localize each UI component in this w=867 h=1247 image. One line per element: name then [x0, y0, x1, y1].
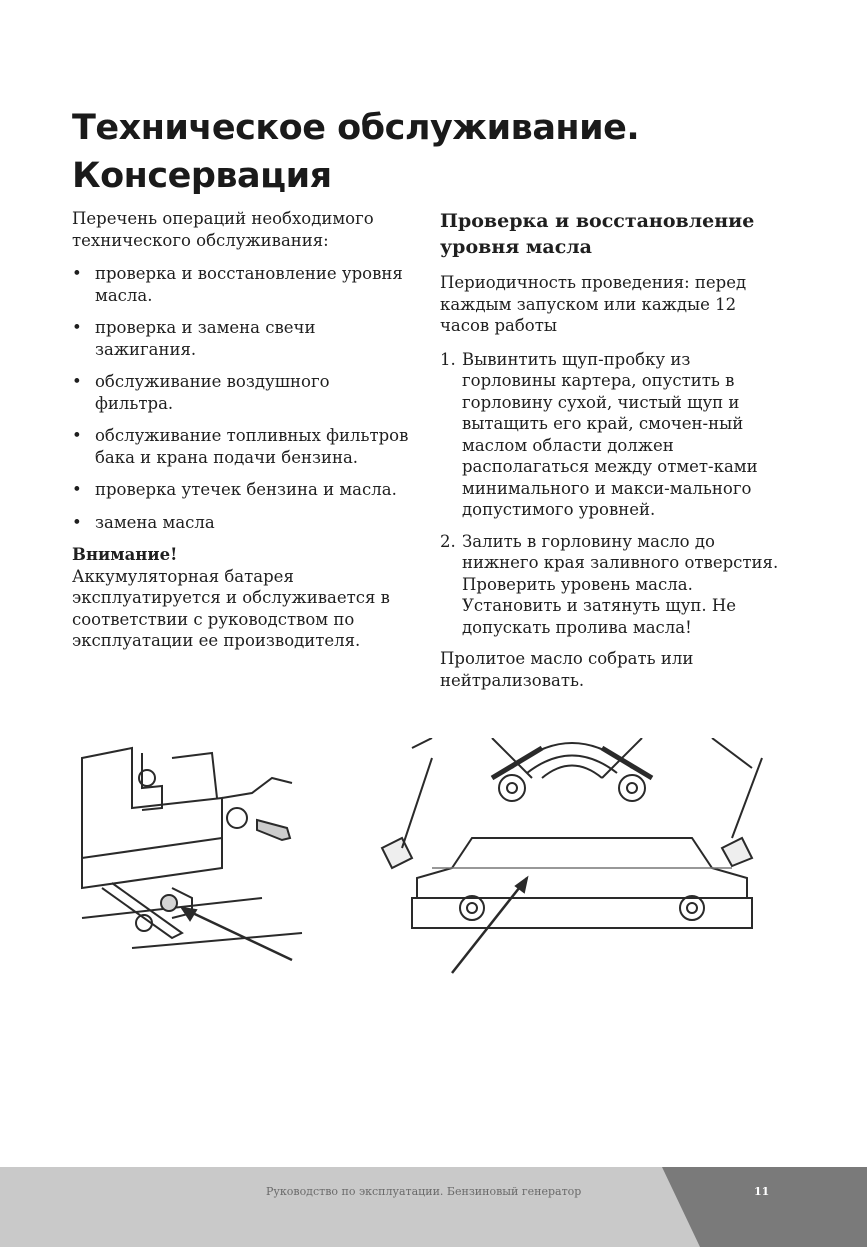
engine-drawing — [72, 738, 764, 1002]
list-item: • проверка и замена свечи зажигания. — [72, 318, 316, 359]
page-footer — [0, 1167, 867, 1247]
intro-text: Перечень операций необходимого технического обслуживания: — [72, 209, 374, 250]
operations-list — [72, 263, 412, 533]
bullet-icon: • — [72, 512, 82, 532]
list-item: • проверка утечек бензина и масла. — [72, 480, 397, 499]
steps-list — [440, 349, 780, 639]
bullet-icon: • — [72, 318, 82, 337]
warning-title: Внимание! — [72, 545, 178, 564]
page-number: 11 — [754, 1185, 770, 1198]
step-item — [440, 349, 780, 521]
warning-text: Аккумуляторная батарея эксплуатируется и обслуживается в соответствии с руководством по эксплуатации ее производителя. — [72, 566, 390, 650]
right-column — [440, 208, 780, 691]
step-text: Залить в горловину масло до нижнего края заливного отверстия. Проверить уровень масла. Установить и затянуть щуп. Не допускать пролива масла! — [462, 531, 779, 637]
closing-text: Пролитое масло собрать или нейтрализовать. — [440, 649, 694, 690]
page-title-line1: Техническое обслуживание. — [72, 108, 640, 148]
bullet-icon: • — [72, 372, 82, 391]
list-item: • проверка и восстановление уровня масла. — [72, 264, 403, 305]
footer-title: Руководство по эксплуатации. Бензиновый генератор — [266, 1185, 582, 1198]
left-column — [72, 208, 412, 652]
step-number: 2. — [440, 531, 456, 551]
list-item: • замена масла — [72, 512, 215, 532]
list-item: • обслуживание воздушного фильтра. — [72, 372, 330, 413]
bullet-icon: • — [72, 264, 82, 283]
bullet-icon: • — [72, 480, 82, 499]
step-number: 1. — [440, 349, 456, 369]
bullet-icon: • — [72, 426, 82, 445]
section-heading: Проверка и восстановление уровня масла — [440, 210, 755, 258]
page-title-line2: Консервация — [72, 156, 332, 196]
step-text: Вывинтить щуп-пробку из горловины картера, опустить в горловину сухой, чистый щуп и вытащить его край, смочен-ный маслом области должен располагаться между отмет-ками минимального и макси-мального допустимого уровней. — [462, 349, 758, 519]
step-item — [440, 531, 780, 639]
page-title — [72, 104, 832, 200]
oil-level-illustration — [72, 738, 764, 1002]
period-text: Периодичность проведения: перед каждым запуском или каждые 12 часов работы — [440, 273, 747, 335]
list-item: • обслуживание топливных фильтров бака и крана подачи бензина. — [72, 426, 409, 467]
